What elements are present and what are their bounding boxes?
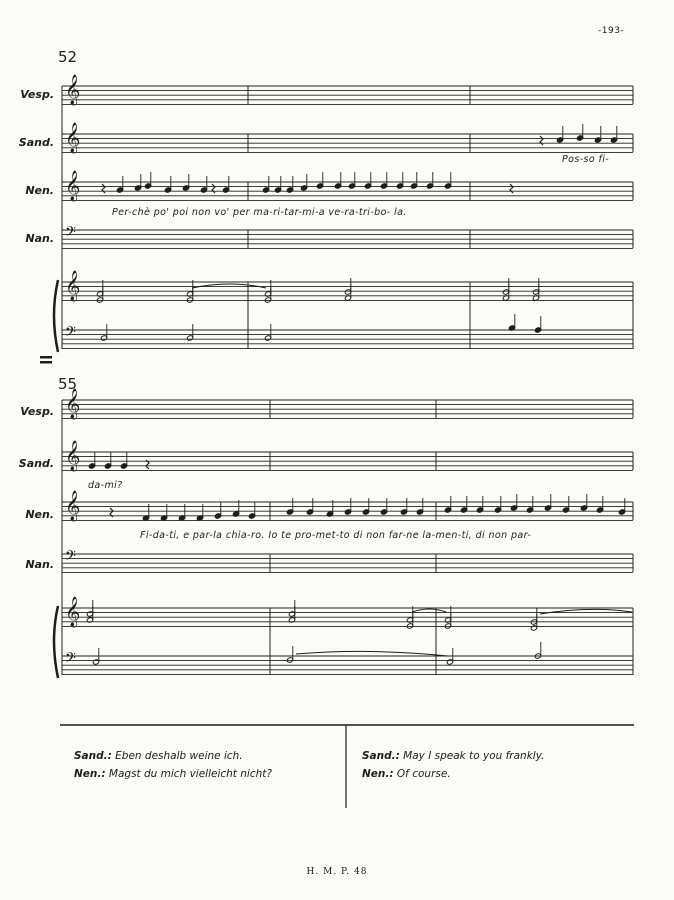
staff-s1-5 bbox=[62, 330, 633, 348]
speaker-label: Nen.: bbox=[362, 768, 394, 780]
instrument-label-nen-1: Nen. bbox=[25, 184, 54, 197]
clef-s2-0: 𝄞 bbox=[65, 389, 81, 419]
translation-text: Eben deshalb weine ich. bbox=[115, 750, 243, 762]
system-separator-2 bbox=[40, 361, 52, 364]
instrument-label-sand-1: Sand. bbox=[18, 136, 54, 149]
instrument-label-nan-1: Nan. bbox=[25, 232, 54, 245]
speaker-label: Sand.: bbox=[74, 750, 112, 762]
instrument-label-vesp-2: Vesp. bbox=[20, 405, 54, 418]
publisher-footer: H. M. P. 48 bbox=[306, 867, 368, 877]
instrument-label-nen-2: Nen. bbox=[25, 508, 54, 521]
staff-s1-1 bbox=[62, 134, 633, 152]
speaker-label: Sand.: bbox=[362, 750, 400, 762]
clef-s2-4: 𝄞 bbox=[65, 597, 81, 627]
clef-s1-2: 𝄞 bbox=[65, 171, 81, 201]
lyric-nen-system-1: Per-chè po' poi non vo' per ma-ri-tar-mi-a ve-ra-tri-bo- la. bbox=[112, 207, 407, 218]
translation-text: Of course. bbox=[396, 768, 451, 780]
tie-s1 bbox=[192, 284, 266, 288]
measure-number-52: 52 bbox=[58, 48, 78, 66]
staff-s2-5 bbox=[62, 656, 633, 674]
tie-s2-b bbox=[540, 609, 632, 614]
page-number: -193- bbox=[598, 26, 625, 36]
tie-s2-c bbox=[296, 651, 448, 656]
staff-s2-0 bbox=[62, 400, 633, 418]
clef-s1-1: 𝄞 bbox=[65, 123, 81, 153]
lyric-sand-system-1: Pos-so fi- bbox=[562, 154, 610, 165]
staff-s2-4 bbox=[62, 608, 633, 626]
translation-left-line-1 bbox=[74, 750, 243, 762]
translation-text: May I speak to you frankly. bbox=[403, 750, 545, 762]
piano-brace-2 bbox=[54, 606, 58, 678]
speaker-label: Nen.: bbox=[74, 768, 106, 780]
piano-brace-1 bbox=[54, 280, 58, 352]
staff-s2-3 bbox=[62, 554, 633, 572]
translation-text: Magst du mich vielleicht nicht? bbox=[108, 768, 272, 780]
clef-s2-5: 𝄢 bbox=[65, 650, 76, 670]
instrument-label-sand-2: Sand. bbox=[18, 457, 54, 470]
translation-right-line-1 bbox=[362, 750, 544, 762]
measure-number-55: 55 bbox=[58, 375, 78, 393]
translation-right-line-2 bbox=[362, 768, 451, 780]
clef-s2-2: 𝄞 bbox=[65, 491, 81, 521]
clef-s1-4: 𝄞 bbox=[65, 271, 81, 301]
tie-s2-a bbox=[412, 609, 446, 612]
staff-s1-3 bbox=[62, 230, 633, 248]
staff-s1-0 bbox=[62, 86, 633, 104]
instrument-label-vesp-1: Vesp. bbox=[20, 88, 54, 101]
clef-s2-1: 𝄞 bbox=[65, 441, 81, 471]
lyric-sand-system-2: da-mi? bbox=[88, 480, 123, 491]
clef-s2-3: 𝄢 bbox=[65, 548, 76, 568]
instrument-label-nan-2: Nan. bbox=[25, 558, 54, 571]
clef-s1-0: 𝄞 bbox=[65, 75, 81, 105]
staff-s1-4 bbox=[62, 282, 633, 300]
lyric-nen-system-2: Fi-da-ti, e par-la chia-ro. Io te pro-met-to di non far-ne la-men-ti, di non par- bbox=[140, 530, 532, 541]
system-separator-1 bbox=[40, 356, 52, 359]
clef-s1-5: 𝄢 bbox=[65, 324, 76, 344]
clef-s1-3: 𝄢 bbox=[65, 224, 76, 244]
translation-left-line-2 bbox=[74, 768, 272, 780]
